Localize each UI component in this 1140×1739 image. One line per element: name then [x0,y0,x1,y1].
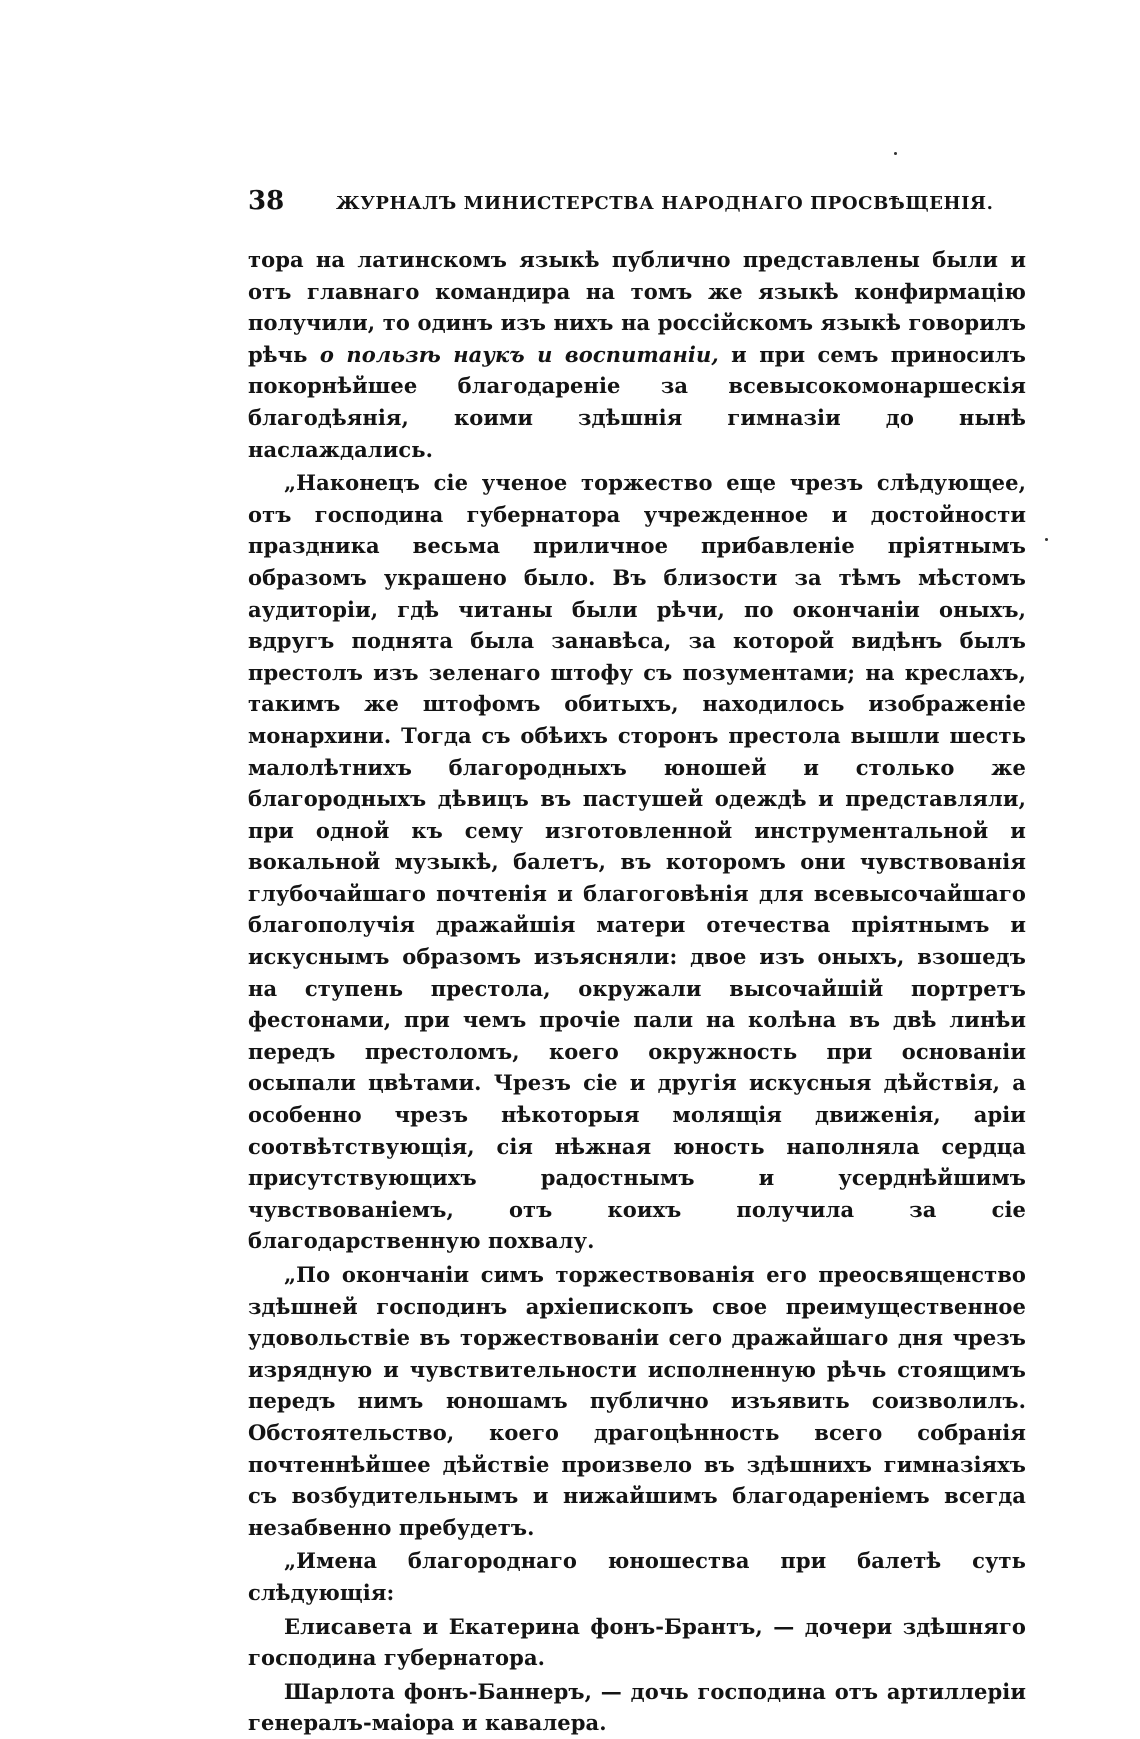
paragraph-name-entry: Елисавета и Екатерина фонъ-Брантъ, — дочери здѣшняго господина губернатора. [248,1613,1026,1671]
journal-title: ЖУРНАЛЪ МИНИСТЕРСТВА НАРОДНАГО ПРОСВѢЩЕНІЯ. [336,193,994,214]
print-speck [894,152,897,155]
paragraph-ceremony: „Наконецъ сіе ученое торжество еще чрезъ слѣдующее, отъ господина губернатора учрежденное и достойности праздника весьма приличное прибавленіе пріятнымъ образомъ украшено было. Въ близости за тѣмъ мѣстомъ аудиторіи, гдѣ читаны были рѣчи, по окончаніи оныхъ, вдругъ поднята была занавѣса, за которой видѣнъ былъ престолъ изъ зеленаго штофу съ позументами; на креслахъ, такимъ же штофомъ обитыхъ, находилось изображеніе монархини. Тогда съ обѣихъ сторонъ престола вышли шесть малолѣтнихъ благородныхъ юношей и столько же благородныхъ дѣвицъ въ пастушей одеждѣ и представляли, при одной къ сему изготовленной инструментальной и вокальной музыкѣ, балетъ, въ которомъ они чувствованія глубочайшаго почтенія и благоговѣнія для всевысочайшаго благополучія дражайшія матери отечества пріятнымъ и искуснымъ образомъ изъясняли: двое изъ оныхъ, взошедъ на ступень престола, окружали высочайшій портретъ фестонами, при чемъ прочіе пали на колѣна въ двѣ линѣи передъ престоломъ, коего окружность при основаніи осыпали цвѣтами. Чрезъ сіе и другія искусныя дѣйствія, а особенно чрезъ нѣкоторыя молящія движенія, аріи соотвѣтствующія, сія нѣжная юность наполняла сердца присутствующихъ радостнымъ и усерднѣйшимъ чувствованіемъ, отъ коихъ получила за сіе благодарственную похвалу. [248,470,1026,1254]
paragraph-names-intro: „Имена благороднаго юношества при балетѣ суть слѣдующія: [248,1548,1026,1605]
running-head [248,186,1026,226]
print-speck [1045,538,1048,541]
paragraph-name-entry: Шарлота фонъ-Баннеръ, — дочь господина отъ артиллеріи генералъ-маіора и кавалера. [248,1678,1026,1736]
page-number: 38 [248,186,285,216]
paragraph-continuation [248,244,1026,465]
italic-phrase: о пользѣ наукъ и воспитаніи, [319,341,719,367]
paragraph-text: тора на латинскомъ языкѣ публично представлены были и отъ главнаго командира на томъ же языкѣ конфирмацію получили, то одинъ изъ нихъ на россійскомъ языкѣ говорилъ рѣчь [248,247,1026,367]
paragraph-text: и при семъ приносилъ покорнѣйшее благодареніе за всевысокомонаршескія благодѣянія, коими здѣшнія гимназіи до нынѣ наслаждались. [248,341,1026,462]
paragraph-archbishop: „По окончаніи симъ торжествованія его преосвященство здѣшней господинъ архіепископъ свое преимущественное удовольствіе въ торжествованіи сего дражайшаго дня чрезъ изрядную и чувствительности исполненную рѣчь стоящимъ передъ нимъ юношамъ публично изъявить соизволилъ. Обстоятельство, коего драгоцѣнность всего собранія почтеннѣйшее дѣйствіе произвело въ здѣшнихъ гимназіяхъ съ возбудительнымъ и нижайшимъ благодареніемъ всегда незабвенно пребудетъ. [248,1262,1026,1540]
body-text [248,244,1026,1739]
page-content [248,186,1026,1739]
